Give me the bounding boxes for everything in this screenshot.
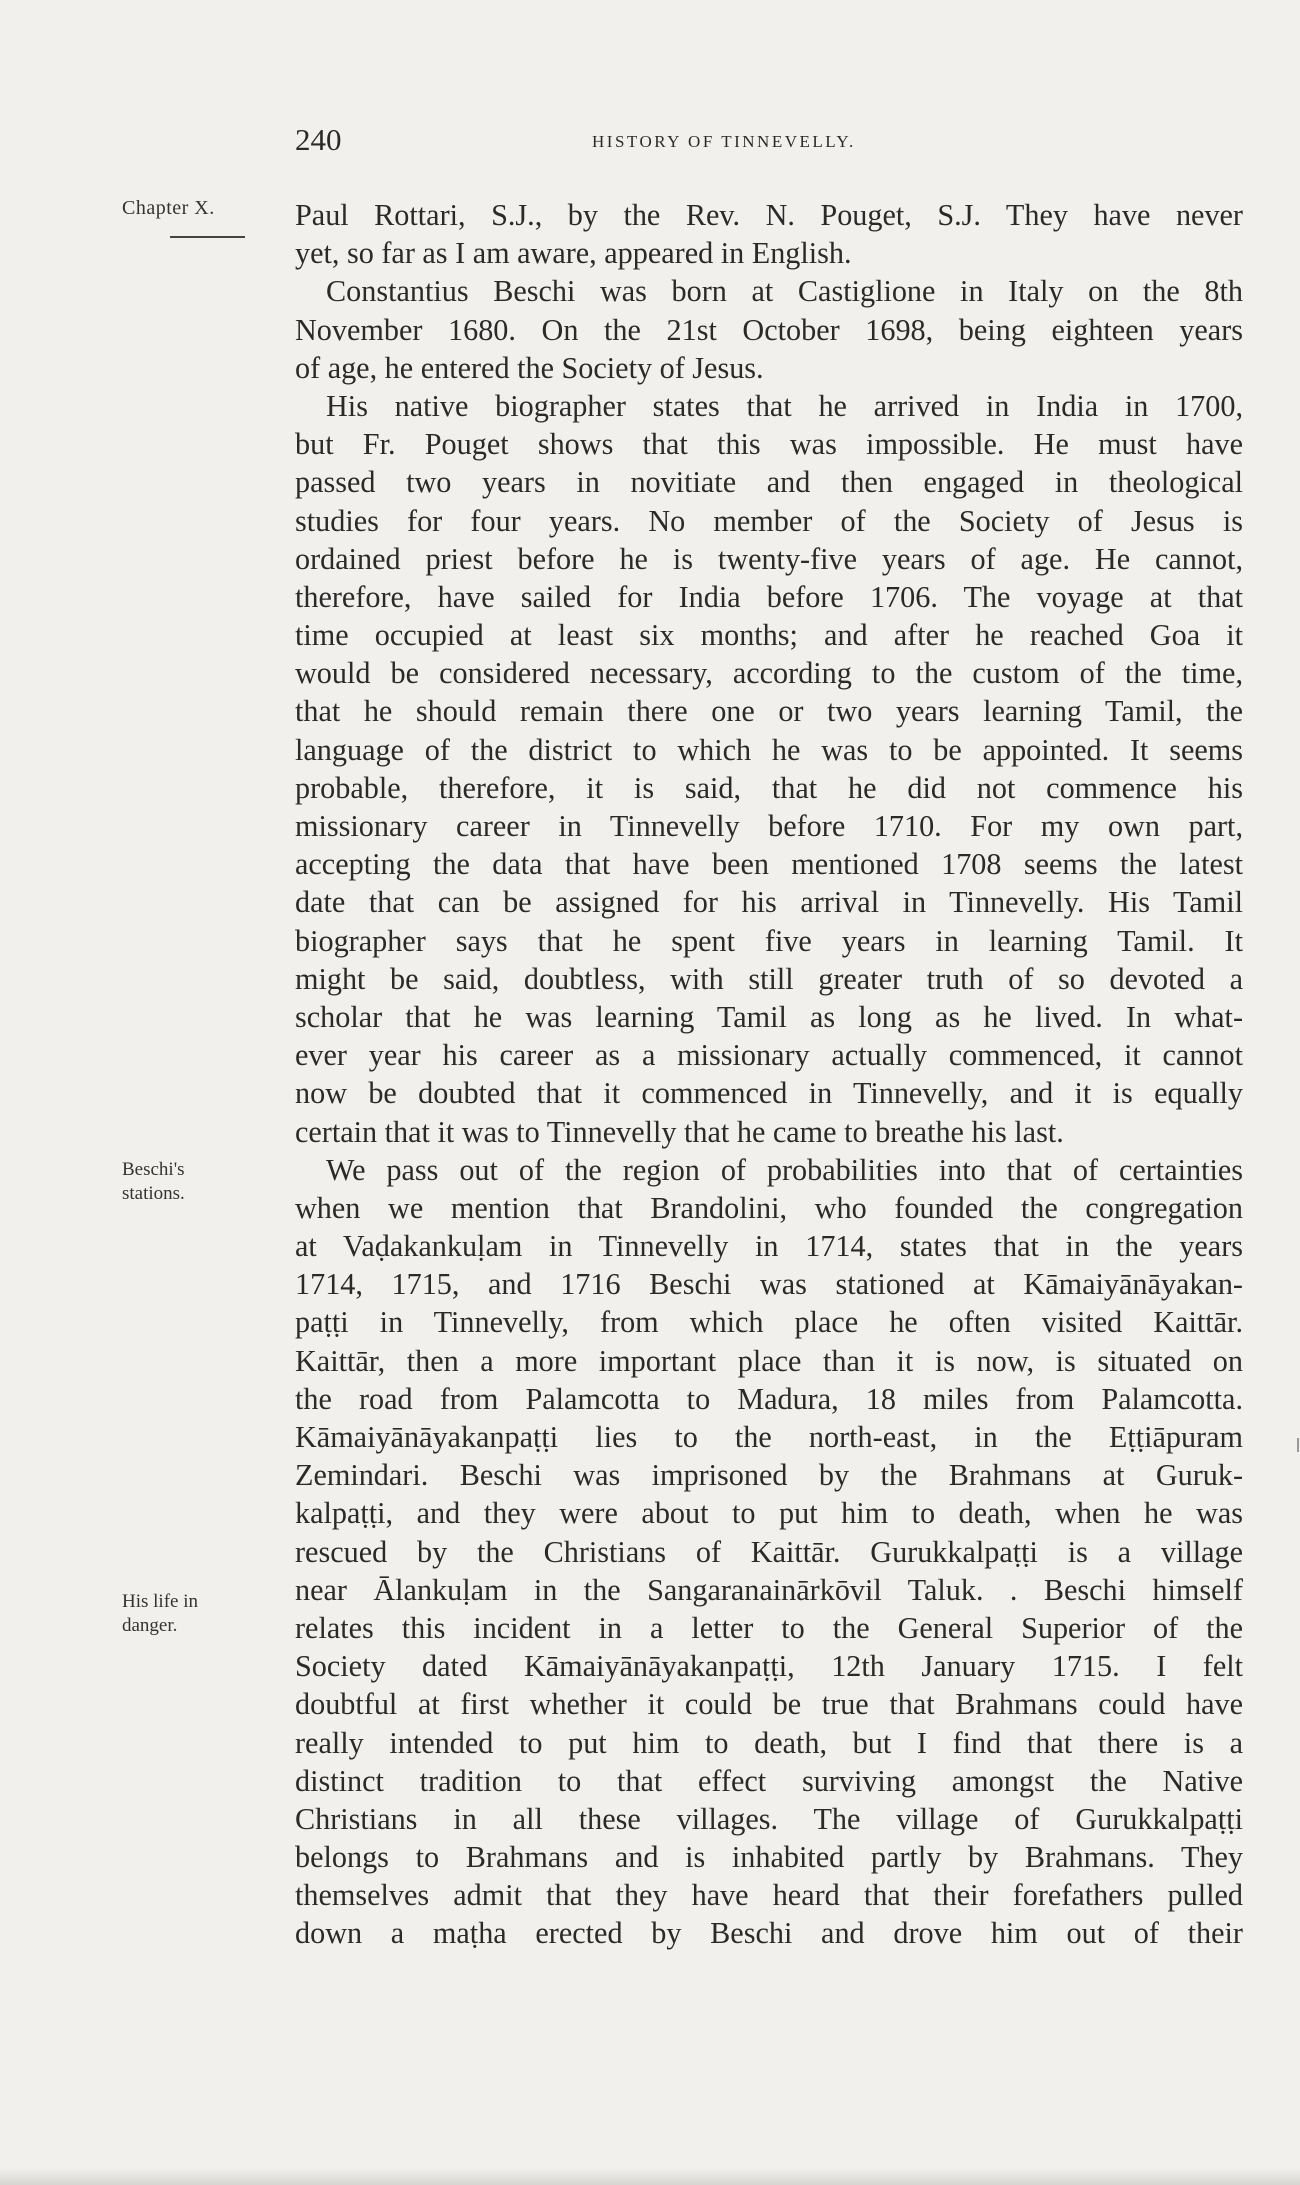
text-line: relates this incident in a letter to the General Superior of the xyxy=(295,1610,1243,1645)
text-line: biographer says that he spent five years in learning Tamil. It xyxy=(295,923,1243,958)
text-line: scholar that he was learning Tamil as long as he lived. In what- xyxy=(295,999,1243,1034)
text-line: at Vaḍakankuḷam in Tinnevelly in 1714, states that in the years xyxy=(295,1229,1243,1264)
text-line: yet, so far as I am aware, appeared in English. xyxy=(295,236,852,271)
text-line: certain that it was to Tinnevelly that he came to breathe his last. xyxy=(295,1114,1064,1149)
margin-note-life-in-danger xyxy=(122,1590,272,1638)
text-line: ordained priest before he is twenty-five years of age. He cannot, xyxy=(295,541,1243,576)
text-line: time occupied at least six months; and after he reached Goa it xyxy=(295,618,1243,653)
text-line: paṭṭi in Tinnevelly, from which place he often visited Kaittār. xyxy=(295,1305,1243,1340)
chapter-rule xyxy=(170,236,245,238)
text-line: when we mention that Brandolini, who founded the congregation xyxy=(295,1190,1243,1225)
text-line: that he should remain there one or two years learning Tamil, the xyxy=(295,694,1243,729)
text-line: Zemindari. Beschi was imprisoned by the Brahmans at Guruk- xyxy=(295,1458,1243,1493)
margin-note-line: His life in xyxy=(122,1591,198,1612)
text-line: We pass out of the region of probabilities into that of certainties xyxy=(326,1152,1243,1187)
text-line: rescued by the Christians of Kaittār. Gurukkalpaṭṭi is a village xyxy=(295,1534,1243,1569)
text-line: His native biographer states that he arrived in India in 1700, xyxy=(326,388,1243,423)
margin-note-line: danger. xyxy=(122,1615,178,1636)
text-line: down a maṭha erected by Beschi and drove him out of their xyxy=(295,1916,1243,1951)
text-line: might be said, doubtless, with still greater truth of so devoted a xyxy=(295,961,1243,996)
text-line: doubtful at first whether it could be true that Brahmans could have xyxy=(295,1687,1243,1722)
text-line: now be doubted that it commenced in Tinnevelly, and it is equally xyxy=(295,1076,1243,1111)
text-line: accepting the data that have been mentioned 1708 seems the latest xyxy=(295,847,1243,882)
text-line: missionary career in Tinnevelly before 1710. For my own part, xyxy=(295,809,1243,843)
text-line: therefore, have sailed for India before 1706. The voyage at that xyxy=(295,579,1243,614)
scan-speck xyxy=(1297,1438,1299,1452)
text-line: probable, therefore, it is said, that he did not commence his xyxy=(295,770,1243,805)
text-line: Kaittār, then a more important place than it is now, is situated on xyxy=(295,1343,1243,1378)
page-number: 240 xyxy=(295,122,342,157)
margin-note-beschi-stations xyxy=(122,1158,272,1206)
page-bottom-edge xyxy=(0,2168,1300,2185)
text-line: the road from Palamcotta to Madura, 18 miles from Palamcotta. xyxy=(295,1381,1243,1416)
text-line: Society dated Kāmaiyānāyakanpaṭṭi, 12th January 1715. I felt xyxy=(295,1649,1243,1684)
text-line: ever year his career as a missionary actually commenced, it cannot xyxy=(295,1038,1243,1073)
page-header xyxy=(295,118,1245,168)
margin-note-line: stations. xyxy=(122,1183,185,1204)
text-line: would be considered necessary, according to the custom of the time, xyxy=(295,656,1243,691)
text-line: themselves admit that they have heard that their forefathers pulled xyxy=(295,1878,1243,1913)
text-line: Constantius Beschi was born at Castiglione in Italy on the 8th xyxy=(326,274,1243,309)
margin-note-chapter: Chapter X. xyxy=(122,197,215,219)
text-line: 1714, 1715, and 1716 Beschi was stationed at Kāmaiyānāyakan- xyxy=(295,1267,1243,1302)
text-line: of age, he entered the Society of Jesus. xyxy=(295,350,764,385)
running-title: HISTORY OF TINNEVELLY. xyxy=(592,132,856,151)
text-line: passed two years in novitiate and then engaged in theological xyxy=(295,465,1243,500)
text-line: Kāmaiyānāyakanpaṭṭi lies to the north-east, in the Eṭṭiāpuram xyxy=(295,1420,1243,1454)
text-line: really intended to put him to death, but I find that there is a xyxy=(295,1725,1243,1760)
margin-note-line: Beschi's xyxy=(122,1159,185,1180)
text-line: date that can be assigned for his arrival in Tinnevelly. His Tamil xyxy=(295,885,1243,920)
text-line: Paul Rottari, S.J., by the Rev. N. Pouget, S.J. They have never xyxy=(295,198,1243,232)
text-line: kalpaṭṭi, and they were about to put him to death, when he was xyxy=(295,1496,1243,1531)
text-line: Christians in all these villages. The village of Gurukkalpaṭṭi xyxy=(295,1801,1243,1836)
text-line: language of the district to which he was to be appointed. It seems xyxy=(295,732,1243,767)
text-line: near Ālankuḷam in the Sangaranainārkōvil Taluk. . Beschi himself xyxy=(295,1572,1243,1607)
text-line: November 1680. On the 21st October 1698, being eighteen years xyxy=(295,312,1243,347)
text-line: studies for four years. No member of the Society of Jesus is xyxy=(295,503,1243,538)
text-line: but Fr. Pouget shows that this was impossible. He must have xyxy=(295,427,1243,462)
body-text xyxy=(295,196,1243,1953)
text-line: distinct tradition to that effect surviving amongst the Native xyxy=(295,1763,1243,1798)
text-line: belongs to Brahmans and is inhabited partly by Brahmans. They xyxy=(295,1840,1243,1875)
